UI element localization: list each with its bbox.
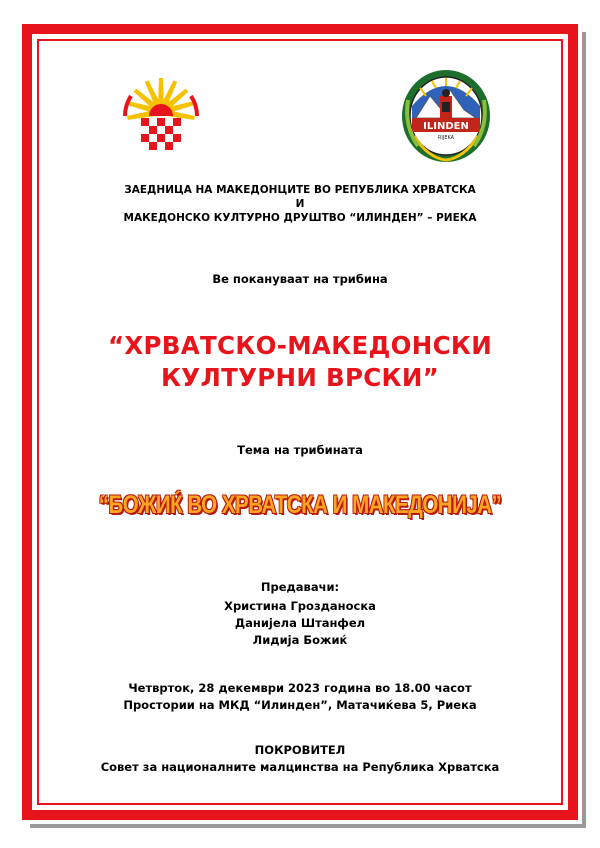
speaker-3: Лидија Божиќ [252,633,348,647]
organizer-conjunction: И [295,198,305,210]
title-line-1: “ХРВАТСКО-МАКЕДОНСКИ [107,331,493,360]
sponsor-label: ПОКРОВИТЕЛ [254,743,346,757]
speaker-1: Христина Грозданоска [224,599,376,613]
theme-title: “БОЖИЌ ВО ХРВАТСКА И МАКЕДОНИЈА” [98,491,502,519]
invitation-text: Ве покануваат на трибина [212,272,388,286]
event-title [40,330,560,394]
speaker-2: Данијела Штанфел [234,616,366,630]
speakers-label: Предавачи: [260,580,340,594]
title-line-2: КУЛТУРНИ ВРСКИ” [160,363,440,392]
organizers-block [40,183,560,225]
organizer-line-1: ЗАЕДНИЦА НА МАКЕДОНЦИТЕ ВО РЕПУБЛИКА ХРВАТСКА [124,184,476,196]
theme-label: Тема на трибината [237,443,363,457]
macedonian-community-emblem [118,74,204,156]
sponsor-name: Совет за националните малцинства на Република Хрватска [100,760,500,774]
organizer-line-2: МАКЕДОНСКО КУЛТУРНО ДРУШТВО “ИЛИНДЕН” – РИЕКА [123,212,477,224]
ilinden-society-emblem [398,66,494,166]
speakers-list [40,598,560,649]
event-details [40,680,560,714]
event-place: Простории на МКД “Илинден”, Матачиќева 5, Риека [123,698,477,712]
ilinden-logo-text: ILINDEN [423,121,469,132]
event-date: Четврток, 28 декември 2023 година во 18.00 часот [128,681,472,695]
rijeka-logo-text: RIJEKA [437,135,455,141]
